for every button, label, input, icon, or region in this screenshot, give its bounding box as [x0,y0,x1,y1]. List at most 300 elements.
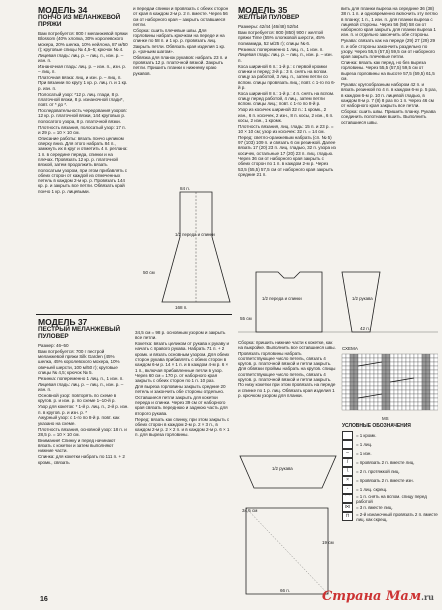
chart-cell [346,366,350,370]
chart-cell [366,406,370,410]
chart-cell [374,374,378,378]
model-37-neckline: Для выреза горловины закрыть средние 20 петель и закончить обе стороны отдельно. Оставшиеся петли закрыть для кокетки переда и спинки. Через 39 см от наборного края связать переднюю и заднюю часть для второго рукава. [135,384,228,416]
model-37-yoke: Кокетка: вязать целиком от рукава к рукаву и начать с правого рукава. Набрать 71 п. + 2 кромк. и вязать основным узором. Для обеих сторон рукава прибавлять с обеих сторон в каждом 6-м р. 14 × 1 п. и в каждом 4-м р. 6 × 1 п., включая прибавленные петли в узор. Через 60 см = 170 р. от наборного края закрыть с обеих сторон по 1 п. 10 раз. [135,341,230,384]
chart-cell [358,378,362,382]
chart-cell [410,370,414,374]
chart-cell [362,406,366,410]
legend-item [342,512,438,521]
chart-cell [362,382,366,386]
legend-item [342,440,438,449]
chart-cell [430,366,434,370]
chart-cell [426,398,430,402]
cable-chart [340,352,438,416]
chart-cell [386,398,390,402]
legend-label: = провязать 2 п. вместе изн. [356,478,414,484]
chart-cell [422,358,426,362]
chart-cell [398,366,402,370]
chart-cell [418,374,422,378]
model-34-continuation [133,6,229,77]
legend-symbol [342,440,353,449]
chart-cell [426,358,430,362]
chart-cell [410,374,414,378]
chart-cell [394,374,398,378]
legend-label: = 1 изн. [356,451,372,457]
chart-cell [386,358,390,362]
chart-cell [398,406,402,410]
chart-cell [382,354,386,358]
chart-cell [426,390,430,394]
chart-cell [406,358,410,362]
chart-cell [434,378,438,382]
chart-cell [406,370,410,374]
chart-cell [422,362,426,366]
chart-cell [354,386,358,390]
chart-cell [350,406,354,410]
chart-cell [382,362,386,366]
chart-cell [350,374,354,378]
chart-cell [402,382,406,386]
legend-item [342,431,438,440]
chart-cell [370,406,374,410]
chart-cell [394,370,398,374]
chart-cell [362,358,366,362]
chart-cell [410,394,414,398]
chart-cell [366,398,370,402]
model-37-stockinette: Лицевая гладь: лиц. р. – лиц. п., изн. р. – изн. п. [38,381,124,393]
chart-cell [358,398,362,402]
chart-cell [410,366,414,370]
model-35-gauge: Плотность вязания, лиц. гладь: 15 п. и 23 р. = 10 × 10 см; узор из косичек: 32 п. = 14 см. [238,123,334,134]
chart-cell [422,354,426,358]
chart-cell [414,382,418,386]
chart-cell [382,390,386,394]
chart-cell [342,382,346,386]
chart-cell [414,354,418,358]
chart-cell [414,370,418,374]
chart-cell [398,398,402,402]
chart-cell [382,386,386,390]
chart-cell [402,406,406,410]
chart-cell [390,390,394,394]
chart-cell [374,370,378,374]
legend-symbol: ⌒ [342,494,353,503]
chart-cell [406,362,410,366]
chart-cell [422,394,426,398]
chart-cell [426,366,430,370]
chart-cell [418,398,422,402]
chart-cell [398,362,402,366]
chart-cell [418,370,422,374]
chart-cell [418,386,422,390]
legend-label: = 2 п. протяжкой лиц. [356,469,400,475]
chart-cell [378,398,382,402]
chart-cell [374,354,378,358]
chart-cell [358,374,362,378]
chart-cell [354,406,358,410]
legend-label: = 1 п. снять на вспом. спицу перед работой [356,493,427,504]
chart-cell [346,354,350,358]
chart-cell [406,398,410,402]
chart-cell [406,366,410,370]
chart-cell [402,402,406,406]
chart-cell [410,382,414,386]
legend-item [342,476,438,485]
model-35-front-label: 1/2 переда и спинки [262,296,302,301]
chart-cell [366,386,370,390]
chart-cell [434,366,438,370]
chart-cell [434,354,438,358]
chart-cell [410,398,414,402]
chart-cell [410,386,414,390]
chart-cell [362,374,366,378]
chart-cell [350,366,354,370]
chart-cell [394,394,398,398]
chart-cell [390,354,394,358]
chart-cell [346,402,350,406]
model-37-front: Перед: вязать как спинку, при этом закрыть с обеих сторон в каждом 2-м р. 2 × 3 п., в каждом 2-м р. 2 × 2 п. и в каждом 2-м р. 6 × 1 п. для выреза горловины. [135,416,230,438]
legend [342,424,438,521]
chart-cell [346,358,350,362]
chart-cell [394,354,398,358]
chart-cell [382,370,386,374]
chart-cell [386,366,390,370]
model-35-height: 55 см [240,316,252,321]
chart-cell [390,374,394,378]
chart-cell [378,402,382,406]
chart-cell [366,354,370,358]
chart-cell [342,358,346,362]
model-35-cable-6: Коса шириной 6 п.: 1-й р.: с первой кромки спинки и перед; 3-й р.: 3 п. снять на вспом. спицу за работой, 3 лиц. п., затем петли со вспом. спицы провязать лиц.; повт. с 1-го по 6-й р. [238,63,336,90]
chart-cell [378,406,382,410]
chart-cell [422,402,426,406]
chart-cell [350,370,354,374]
model-36-sleeve-label: 1/2 рукава [272,466,293,471]
chart-cell [354,398,358,402]
model-36-bottom: 66 п. [280,588,290,593]
chart-cell [406,374,410,378]
chart-cell [342,374,346,378]
section-divider [36,314,232,315]
chart-cell [414,406,418,410]
chart-cell [426,370,430,374]
chart-cell [358,366,362,370]
chart-cell [346,374,350,378]
chart-cell [370,390,374,394]
chart-cell [342,370,346,374]
model-37-subtitle: ПЕСТРЫЙ МЕЛАНЖЕВЫЙ ПУЛОВЕР [38,326,121,341]
chart-cell [354,370,358,374]
chart-cell [398,370,402,374]
chart-cell [418,358,422,362]
chart-cell [386,378,390,382]
chart-cell [398,402,402,406]
chart-cell [434,370,438,374]
watermark-domain: .ru [421,592,434,602]
model-37-main-pattern: Основной узор: повторять по схеме в кругов. р. и изн. р. по схеме 1–10-й р. [38,393,117,404]
chart-cell [370,354,374,358]
chart-cell [398,358,402,362]
model-34-stockinette: Лицевая гладь: лиц. р. – лиц. п., изн. р. – изн. п. [38,52,124,64]
chart-cell [366,366,370,370]
chart-cell [354,378,358,382]
model-34-edging: Обвязка для планок рукавов: набрать 23 п. и провязать 12 р. платочной вязкой. Закрыть петли. Пришить планки к нижнему краю рукавов. [133,54,228,76]
chart-cell [370,370,374,374]
scheme-title: СХЕМА [342,346,358,351]
chart-cell [350,378,354,382]
chart-cell [390,362,394,366]
chart-cell [394,386,398,390]
chart-cell [382,366,386,370]
chart-cell [366,382,370,386]
chart-cell [362,390,366,394]
chart-cell [394,382,398,386]
chart-cell [354,374,358,378]
chart-cell [406,382,410,386]
chart-cell [378,378,382,382]
chart-cell [434,402,438,406]
chart-cell [398,394,402,398]
model-36-assembly-block [238,340,336,399]
chart-cell [350,358,354,362]
chart-cell [346,378,350,382]
chart-cell [414,402,418,406]
chart-cell [430,394,434,398]
chart-cell [370,374,374,378]
chart-cell [378,354,382,358]
chart-cell [378,358,382,362]
chart-cell [386,402,390,406]
chart-cell [366,370,370,374]
model-34-schematic-height: 50 см [143,270,155,275]
model-37-lace-pattern: Ажурный узор: с 1-го по 8-й р. повт. как указано на схеме. [38,415,120,426]
chart-cell [414,398,418,402]
chart-cell [382,378,386,382]
chart-cell [346,390,350,394]
chart-cell [410,406,414,410]
model-37-note: Внимание! Спинку и перед начинают вязать с кокетки и затем выполняют нижние части. [38,437,116,454]
chart-cell [390,370,394,374]
chart-cell [414,374,418,378]
chart-cell [386,394,390,398]
chart-cell [370,366,374,370]
legend-symbol: – [342,449,353,458]
chart-cell [414,386,418,390]
chart-cell [394,398,398,402]
model-34-reverse-stockinette: Изнаночная гладь: лиц. р. – изн. п., изн. р. – лиц. п. [38,63,127,75]
model-37-back: Спинка: для кокетки набрать по 111 п. + 2 кромк., связать [38,454,125,465]
chart-cell [362,378,366,382]
model-37-title: МОДЕЛЬ 37 [38,317,88,327]
chart-cell [414,362,418,366]
chart-cell [406,390,410,394]
chart-cell [398,386,402,390]
legend-symbol: ⋈ [342,503,353,512]
chart-cell [394,358,398,362]
chart-cell [370,398,374,402]
chart-cell [350,354,354,358]
model-36-assembly: Сборка: пришить нижние части к кокетке, как на выкройке. Выполнить все оставшиеся швы. Провязать горловины набрать соответствующее число петель, связать 4 кругов. р. платочной вязкой и петли закрыть. Для обвязки проймы набрать на кругов. спицы соответствующее число петель, связать 4 кругов. р. платочной вязкой и петли закрыть. По низу кокетки при этом провязать на переде и спинке по 1 р. лиц. Обвязать края изделия 1 р. крючком узором для планки. [238,340,336,398]
chart-cell [406,406,410,410]
chart-cell [430,402,434,406]
chart-cell [430,386,434,390]
model-34-schematic-bottom: 168 п. [175,305,188,310]
chart-cell [354,394,358,398]
chart-cell [354,362,358,366]
chart-cell [354,366,358,370]
legend-label: = провязать 2 п. вместе лиц. [356,460,415,466]
scheme-ms-label: MS [382,416,389,421]
chart-cell [410,362,414,366]
model-37-yoke-pattern: Узор для кокеток: * 1-й р. лиц. п., 2-й р. изн. п. в кругов. р. и изн. р. * [38,404,129,415]
model-35-sleeve-label: 1/2 рукава [352,296,373,301]
legend-symbol [342,431,353,440]
chart-cell [410,402,414,406]
model-35-stockinette: Лицевая гладь: лиц. р. – лиц. п., изн. р. – изн. п. [238,52,333,63]
model-35-materials: Вам потребуется: 800 (850) 900 г желтой пряжи Time (55% хлопковой шерсти, 45% полиамида, 52 м/25 г); спицы № 6. [238,30,325,46]
chart-cell [382,382,386,386]
chart-cell [358,406,362,410]
chart-cell [354,354,358,358]
chart-cell [382,358,386,362]
chart-cell [422,374,426,378]
chart-cell [378,366,382,370]
chart-cell [366,402,370,406]
chart-cell [390,382,394,386]
model-34-gauge: Плотность вязания, полосатый узор: 17 п. и 29 р. = 10 × 10 см. [38,124,126,135]
legend-item [342,494,438,503]
chart-cell [362,398,366,402]
chart-cell [374,386,378,390]
legend-label: = 2-й изнаночный провязать 2 п. вместе лиц. как скрещ. [356,511,438,522]
chart-cell [390,402,394,406]
chart-cell [378,386,382,390]
chart-cell [390,386,394,390]
chart-cell [378,382,382,386]
model-35-cont-1: вить для планки выреза на середине 36 (38) 38 п. 1 п. и одновременно включить эту петлю в планку; 1 п., 1 изн. п. для планки выреза с лицевой стороны. Через 56 (56) 58 см от наборного края закрыть для планки выреза 1 изн. п. и отдельно закончить обе стороны. [341,6,438,38]
chart-cell [402,362,406,366]
chart-cell [410,390,414,394]
chart-cell [430,374,434,378]
legend-symbol: \ [342,467,353,476]
chart-cell [358,358,362,362]
chart-cell [342,362,346,366]
chart-cell [402,386,406,390]
chart-cell [370,358,374,362]
chart-cell [430,358,434,362]
chart-cell [402,398,406,402]
chart-cell [426,386,430,390]
chart-cell [346,382,350,386]
chart-cell [398,390,402,394]
chart-cell [358,382,362,386]
legend-item [342,458,438,467]
chart-cell [354,382,358,386]
watermark-text: Страна Мам [321,589,422,604]
watermark-logo [322,589,434,604]
legend-item [342,467,438,476]
chart-cell [406,394,410,398]
model-34-description: Описание работы: вязать пончо целиком сверху вниз. Для этого набрать 84 п., замкнуть их в круг и отметить 4 п. реглана: 1 п. в середине переда, спинки и на плечах. Провязать 12 кр. р. платочной вязкой, затем продолжить вязать полосатым узором, при этом прибавлять с обеих сторон от каждой из отмеченных петель в каждом 2-м кр. р. Провязать 144 кр. р. и закрыть все петли. Обвязать край пончо 1 кр. р. лицевыми. [38,135,128,194]
chart-cell [342,394,346,398]
chart-cell [422,398,426,402]
model-36-width: 34,5 см [242,508,258,513]
chart-cell [426,362,430,366]
chart-cell [426,378,430,382]
chart-cell [426,406,430,410]
legend-label: = 1 лиц. [356,442,373,448]
chart-cell [422,366,426,370]
chart-cell [402,394,406,398]
chart-cell [346,406,350,410]
legend-title: УСЛОВНЫЕ ОБОЗНАЧЕНИЯ [342,423,411,429]
chart-cell [434,358,438,362]
model-35-rib: Резинка: попеременно 1 лиц. п., 1 изн. п. [238,46,324,52]
model-34-title: МОДЕЛЬ 34 [38,5,88,15]
model-35-cuff: 42 п. [360,326,370,331]
chart-cell [386,362,390,366]
chart-cell [422,382,426,386]
chart-cell [350,390,354,394]
chart-cell [418,402,422,406]
chart-cell [354,358,358,362]
chart-cell [350,382,354,386]
chart-cell [402,358,406,362]
chart-cell [430,378,434,382]
chart-cell [430,370,434,374]
chart-cell [378,370,382,374]
chart-cell [382,394,386,398]
model-35-front: Перед: светло-оранжевым набрать (сп. № 5) 97 (103) 109 п. и связать 6 см резинкой. Далее вязать 17 (20) 23 п. лиц. гладью, 32 п. узора из косичек, остальные 17 (20) 23 п. лиц. гладью. Через 36 см от наборного края закрыть с обеих сторон по 1 п. в каждом 2-м р. Через 53,5 (55,5) 57,5 см от наборного края закрыть средние 21 п. [238,134,336,177]
chart-cell [414,366,418,370]
chart-cell [374,402,378,406]
chart-cell [418,366,422,370]
chart-cell [418,362,422,366]
chart-cell [362,386,366,390]
model-34-materials: Вам потребуется: 800 г меланжевой пряжи Blossom (40% хлопка, 30% королевского мохера, 20% шелка, 10% нейлона, 87 м/50 г); круговые спицы № 4,5–5; крючок № 4. [38,31,128,52]
chart-cell [342,354,346,358]
chart-cell [434,382,438,386]
chart-cell [434,394,438,398]
chart-cell [366,374,370,378]
chart-cell [402,366,406,370]
chart-cell [342,378,346,382]
chart-cell [342,366,346,370]
model-35-column [238,6,336,178]
page-number: 16 [40,596,48,603]
chart-cell [402,390,406,394]
legend-symbol: ⊓ [342,512,353,521]
chart-cell [406,386,410,390]
chart-cell [362,370,366,374]
chart-cell [382,398,386,402]
chart-cell [346,370,350,374]
chart-cell [342,390,346,394]
chart-cell [366,378,370,382]
chart-cell [394,402,398,406]
chart-cell [414,394,418,398]
chart-cell [366,358,370,362]
chart-cell [434,362,438,366]
chart-cell [390,366,394,370]
model-34-assembly: Сборка: сшить плечевые швы. Для горловины набрать крючком на переде и на спинке по 58 п. и 1 кр. р. провязать лиц. Закрыть петли. Обвязать края изделия 1 кр. р. «рачьим шагом». [133,27,226,54]
chart-cell [426,374,430,378]
chart-cell [386,374,390,378]
legend-label: = 1 кромк. [356,433,377,439]
chart-cell [426,402,430,406]
model-37-size: Размер: 46–50 [38,343,69,348]
chart-cell [422,390,426,394]
chart-cell [422,406,426,410]
